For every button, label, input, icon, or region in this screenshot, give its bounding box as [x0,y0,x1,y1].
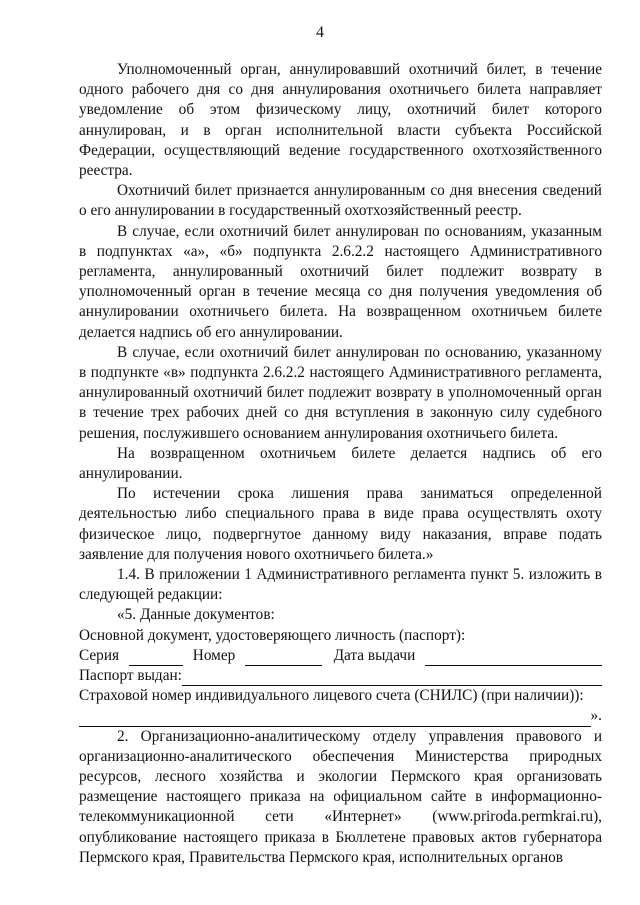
page-number: 4 [316,24,324,41]
paragraph-inscription: На возвращенном охотничьем билете делается надпись об его аннулировании. [79,444,602,483]
paragraph-return-three-days: В случае, если охотничий билет аннулирован по основанию, указанному в подпункте «в» подпункта 2.6.2.2 настоящего Административного регламента, аннулированный охотничий билет подлежит возврату в уполномоченный орган в течение трех рабочих дней со дня вступления в законную силу судебного решения, послужившего основанием аннулирования охотничьего билета. [79,343,602,442]
form-passport-row [79,646,602,666]
issued-by-label: Паспорт выдан: [79,667,182,685]
paragraph-return-month: В случае, если охотничий билет аннулирован по основаниям, указанным в подпунктах «а», «б» подпункта 2.6.2.2 настоящего Административного регламента, аннулированный охотничий билет подлежит возврату в уполномоченный орган в течение месяца со дня получения уведомления об аннулировании охотничьего билета. На возвращенном охотничьем билете делается надпись об его аннулировании. [79,222,602,341]
form-issued-row [79,666,602,686]
document-body [79,60,602,868]
paragraph-publication-order: 2. Организационно-аналитическому отделу управления правового и организационно-аналитического обеспечения Министерства природных ресурсов, лесного хозяйства и экологии Пермского края организовать размещение настоящего приказа на официальном сайте в информационно-телекоммуникационной сети «Интернет» (www.priroda.permkrai.ru), опубликование настоящего приказа в Бюллетене правовых актов губернатора Пермского края, Правительства Пермского края, исполнительных органов [79,727,603,866]
issue-date-field[interactable] [425,650,602,666]
snils-field[interactable] [79,711,591,727]
number-label: Номер [192,646,236,664]
form-snils-row [79,706,602,726]
paragraph-appendix-amendment: 1.4. В приложении 1 Административного регламента пункт 5. изложить в следующей редакции: [79,566,602,604]
paragraph-new-ticket: По истечении срока лишения права заниматься определенной деятельностью либо специального права в виде права осуществлять охоту физическое лицо, подвергнутое данному виду наказания, вправе подать заявление для получения нового охотничьего билета.» [79,485,602,563]
number-field[interactable] [245,650,322,666]
form-document-label: Основной документ, удостоверяющего личность (паспорт): [79,626,466,644]
paragraph-annulled-date: Охотничий билет признается аннулированным со дня внесения сведений о его аннулировании в государственный охотхозяйственный реестр. [79,182,602,220]
issued-by-field[interactable] [182,670,602,686]
form-closing: ». [590,707,602,725]
form-heading: «5. Данные документов: [117,606,275,624]
series-label: Серия [79,646,120,664]
series-field[interactable] [129,650,183,666]
snils-label: Страховой номер индивидуального лицевого счета (СНИЛС) (при наличии)): [79,687,584,705]
paragraph-annulment-notice: Уполномоченный орган, аннулировавший охотничий билет, в течение одного рабочего дня со дня аннулирования охотничьего билета направляет уведомление об этом физическому лицу, охотничий билет которого аннулирован, и в орган исполнительной власти субъекта Российской Федерации, осуществляющий ведение государственного охотхозяйственного реестра. [79,61,602,180]
issue-date-label: Дата выдачи [333,646,416,664]
